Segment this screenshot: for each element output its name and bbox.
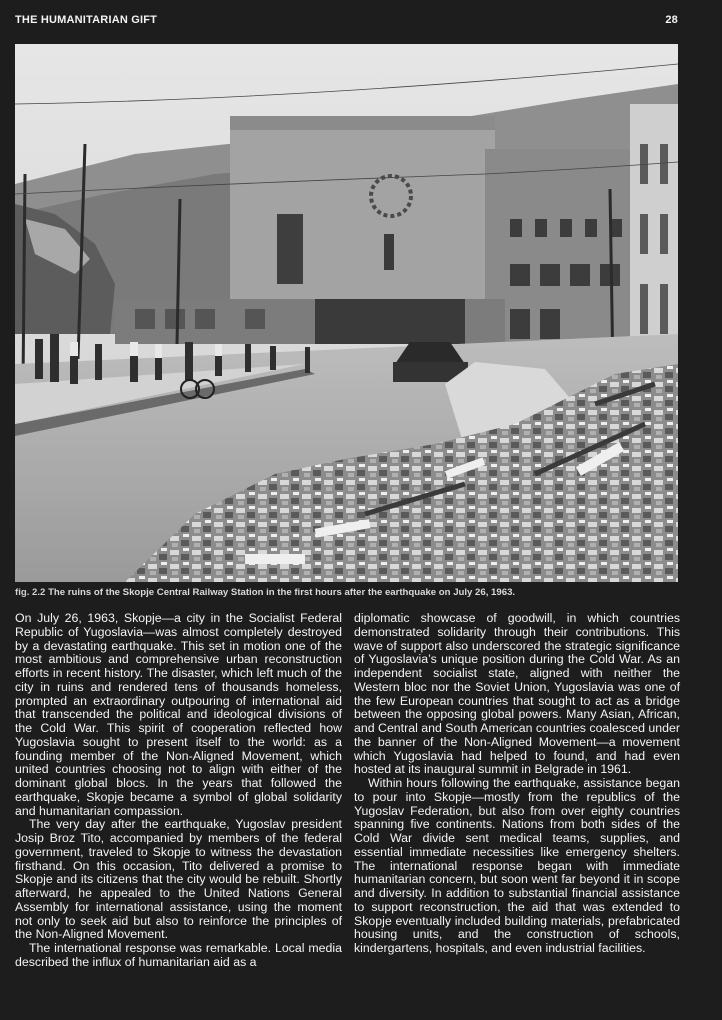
paragraph: The international response was remarkable. Local media described the influx of humanitarian aid as a — [15, 941, 342, 969]
railway-station-ruins-photo — [15, 44, 678, 582]
text-column-left — [15, 612, 342, 970]
running-title: THE HUMANITARIAN GIFT — [15, 14, 158, 26]
figure-caption — [15, 587, 678, 598]
paragraph: On July 26, 1963, Skopje—a city in the Socialist Federal Republic of Yugoslavia—was almost completely destroyed by a devastating earthquake. This set in motion one of the most ambitious and comprehensive urban reconstruction efforts in recent history. The disaster, which left much of the city in ruins and rendered tens of thousands homeless, prompted an extraordinary outpouring of international aid that transcended the political and ideological divisions of the Cold War. This spirit of cooperation reflected how Yugoslavia sought to present itself to the world: as a founding member of the Non-Aligned Movement, which united countries choosing not to align with either of the dominant global blocs. In the years that followed the earthquake, Skopje became a symbol of global solidarity and humanitarian compassion. — [15, 611, 342, 818]
text-column-right — [354, 612, 680, 956]
figure-photo — [15, 44, 678, 582]
running-header — [15, 12, 678, 28]
page-number: 28 — [665, 14, 678, 26]
figure-caption-text: The ruins of the Skopje Central Railway Station in the first hours after the earthquake on July 26, 1963. — [48, 587, 516, 598]
figure-label: fig. 2.2 — [15, 587, 46, 598]
paragraph: The very day after the earthquake, Yugoslav president Josip Broz Tito, accompanied by members of the federal government, traveled to Skopje to witness the devastation firsthand. On this occasion, Tito delivered a promise to Skopje and its citizens that the city would be rebuilt. Shortly afterward, he appealed to the United Nations General Assembly for international assistance, using the moment not only to seek aid but also to reinforce the principles of the Non-Aligned Movement. — [15, 817, 342, 942]
paragraph: diplomatic showcase of goodwill, in which countries demonstrated solidarity through their contributions. This wave of support also underscored the strategic significance of Yugoslavia’s unique position during the Cold War. As an independent socialist state, aligned with neither the Western bloc nor the Soviet Union, Yugoslavia was one of the few European countries that sought to act as a bridge between the opposing global powers. Many Asian, African, and Central and South American countries coalesced under the banner of the Non-Aligned Movement—a movement which Yugoslavia had helped to found, and had even hosted at its inaugural summit in Belgrade in 1961. — [354, 611, 680, 777]
paragraph: Within hours following the earthquake, assistance began to pour into Skopje—mostly from the republics of the Yugoslav Federation, but also from over eighty countries spanning five continents. Nations from both sides of the Cold War divide sent medical teams, supplies, and essential immediate necessities like emergency shelters. The international response began with immediate humanitarian concern, but soon went far beyond it in scope and diversity. In addition to substantial financial assistance to support reconstruction, the aid that was extended to Skopje eventually included building materials, prefabricated housing units, and the construction of schools, kindergartens, hospitals, and even industrial facilities. — [354, 776, 680, 955]
